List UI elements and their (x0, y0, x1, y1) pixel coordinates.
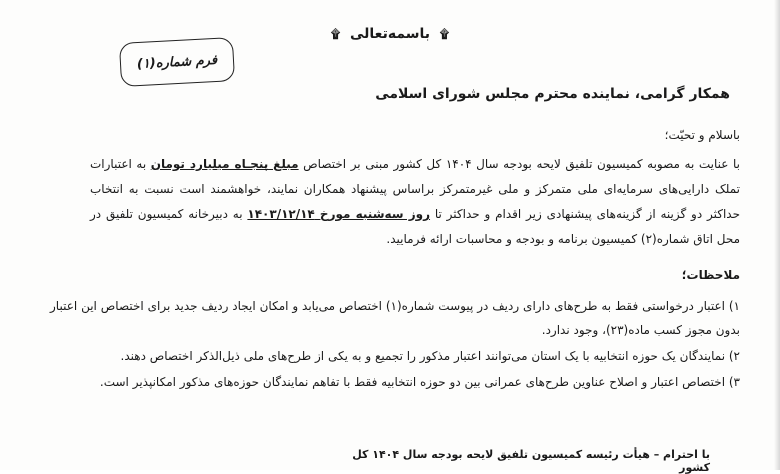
emblem-icon: ۩ (331, 27, 341, 41)
notes-title: ملاحظات؛ (681, 268, 740, 282)
body-text-part1: با عنایت به مصوبه کمیسیون تلفیق لایحه بودجه سال ۱۴۰۴ کل کشور مبنی بر اختصاص (298, 157, 740, 171)
form-number-stamp (119, 37, 235, 87)
page-edge-shadow (774, 0, 780, 470)
document-heading (0, 26, 780, 42)
notes-list (50, 294, 740, 396)
form-number-label: فرم شماره(۱) (136, 52, 218, 72)
greeting-line: همکار گرامی، نماینده محترم مجلس شورای اسلامی (375, 86, 730, 102)
note-item: ۳) اختصاص اعتبار و اصلاح عناوین طرح‌های عمرانی بین دو حوزه انتخابیه فقط با تفاهم نمایندگان حوزه‌های مذکور امکانپذیر است. (99, 375, 740, 389)
emblem-icon: ۩ (439, 27, 449, 41)
body-text-part3: به دبیرخانه کمیسیون تلفیق در محل اتاق شماره(۲) کمیسیون برنامه و بودجه و محاسبات ارائه فرمایید. (90, 207, 740, 246)
note-item: ۱) اعتبار درخواستی فقط به طرح‌های دارای ردیف در پیوست شماره(۱) اختصاص می‌یابد و امکان ایجاد ردیف جدید برای اختصاص این اعتبار بدون مجوز کسب ماده(۲۳)، وجود ندارد. (50, 299, 740, 337)
body-paragraph (90, 152, 740, 252)
body-text-part2: به اعتبارات تملک دارایی‌های سرمایه‌ای ملی متمرکز و ملی غیرمتمرکز براساس پیشنهاد همکاران نمایند، خواهشمند است نسبت به انتخاب حداکثر دو گزینه از گزینه‌های پیشنهادی زیر اقدام و حداکثر تا (90, 157, 740, 221)
heading-title: باسمه‌تعالی (350, 26, 430, 42)
deadline-highlight: روز سه‌شنبه مورخ ۱۴۰۳/۱۲/۱۴ (247, 207, 431, 221)
salutation: باسلام و تحیّت؛ (664, 128, 740, 142)
amount-highlight: مبلغ پنجـاه میلیارد تومان (150, 157, 299, 171)
note-item: ۲) نمایندگان یک حوزه انتخابیه با یک استان می‌توانند اعتبار مذکور را تجمیع و به یکی از طرح‌های ملی ذیل‌الذکر اختصاص دهند. (120, 349, 740, 363)
signature-line: با احترام – هیأت رئیسه کمیسیون تلفیق لایحه بودجه سال ۱۴۰۴ کل کشور (352, 448, 710, 474)
